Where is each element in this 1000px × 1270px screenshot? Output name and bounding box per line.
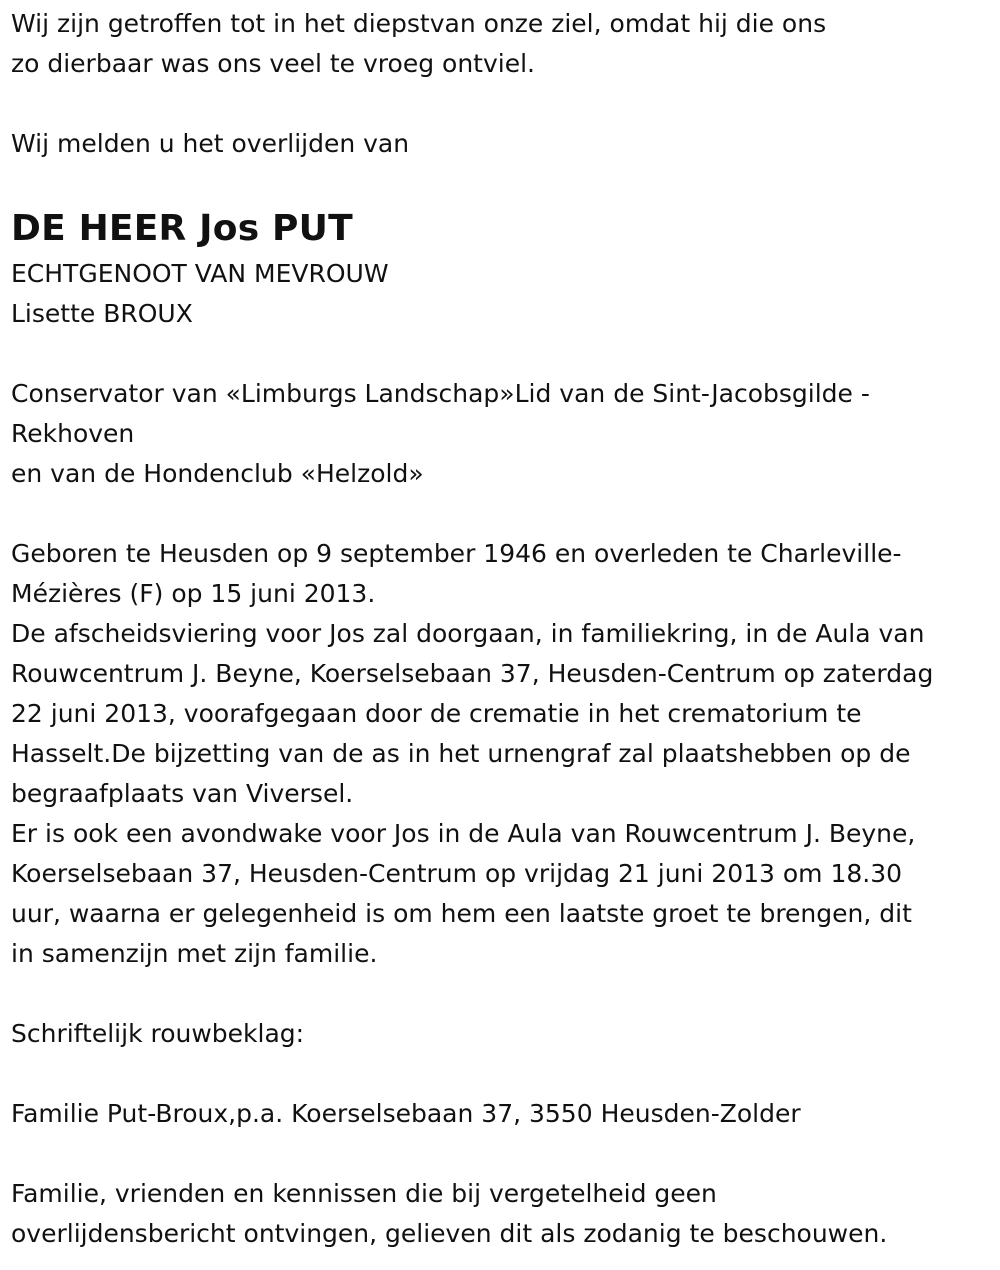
- details-line: Geboren te Heusden op 9 september 1946 en overleden te Charleville-: [11, 539, 902, 568]
- spacer: [11, 334, 991, 374]
- closing-line: Familie, vrienden en kennissen die bij vergetelheid geen: [11, 1179, 717, 1208]
- details-line: Koerselsebaan 37, Heusden-Centrum op vrijdag 21 juni 2013 om 18.30: [11, 859, 903, 888]
- spacer: [11, 164, 991, 184]
- details-line: begraafplaats van Viversel.: [11, 779, 354, 808]
- details-line: 22 juni 2013, voorafgegaan door de crematie in het crematorium te: [11, 699, 862, 728]
- details-line: Mézières (F) op 15 juni 2013.: [11, 579, 376, 608]
- details-line: Er is ook een avondwake voor Jos in de Aula van Rouwcentrum J. Beyne,: [11, 819, 916, 848]
- membership-line: en van de Hondenclub «Helzold»: [11, 459, 424, 488]
- deceased-relation: ECHTGENOOT VAN MEVROUW: [11, 259, 389, 288]
- spacer: [11, 494, 991, 534]
- details-line: uur, waarna er gelegenheid is om hem een laatste groet te brengen, dit: [11, 899, 912, 928]
- spacer: [11, 1054, 991, 1094]
- closing-line: overlijdensbericht ontvingen, gelieven dit als zodanig te beschouwen.: [11, 1219, 888, 1248]
- details-line: Hasselt.De bijzetting van de as in het urnengraf zal plaatshebben op de: [11, 739, 911, 768]
- intro-line: Wij zijn getroffen tot in het diepstvan onze ziel, omdat hij die ons: [11, 9, 827, 38]
- announcement-text: Wij melden u het overlijden van: [11, 129, 410, 158]
- details-block: [11, 534, 991, 974]
- memberships-block: [11, 374, 991, 494]
- condolences-address: Familie Put-Broux,p.a. Koerselsebaan 37, 3550 Heusden-Zolder: [11, 1099, 801, 1128]
- spacer: [11, 84, 991, 124]
- closing-block: [11, 1174, 991, 1254]
- details-line: De afscheidsviering voor Jos zal doorgaan, in familiekring, in de Aula van: [11, 619, 925, 648]
- details-line: Rouwcentrum J. Beyne, Koerselsebaan 37, Heusden-Centrum op zaterdag: [11, 659, 934, 688]
- details-line: in samenzijn met zijn familie.: [11, 939, 378, 968]
- deceased-block: [11, 204, 991, 334]
- deceased-name: DE HEER Jos PUT: [11, 208, 353, 249]
- intro-line: zo dierbaar was ons veel te vroeg ontviel.: [11, 49, 535, 78]
- spacer: [11, 184, 991, 204]
- membership-line: Rekhoven: [11, 419, 135, 448]
- spacer: [11, 1134, 991, 1174]
- condolences-label: Schriftelijk rouwbeklag:: [11, 1019, 305, 1048]
- membership-line: Conservator van «Limburgs Landschap»Lid van de Sint-Jacobsgilde -: [11, 379, 870, 408]
- obituary-notice: [11, 4, 991, 1254]
- spouse-name: Lisette BROUX: [11, 299, 193, 328]
- intro-verse: [11, 4, 991, 84]
- spacer: [11, 974, 991, 1014]
